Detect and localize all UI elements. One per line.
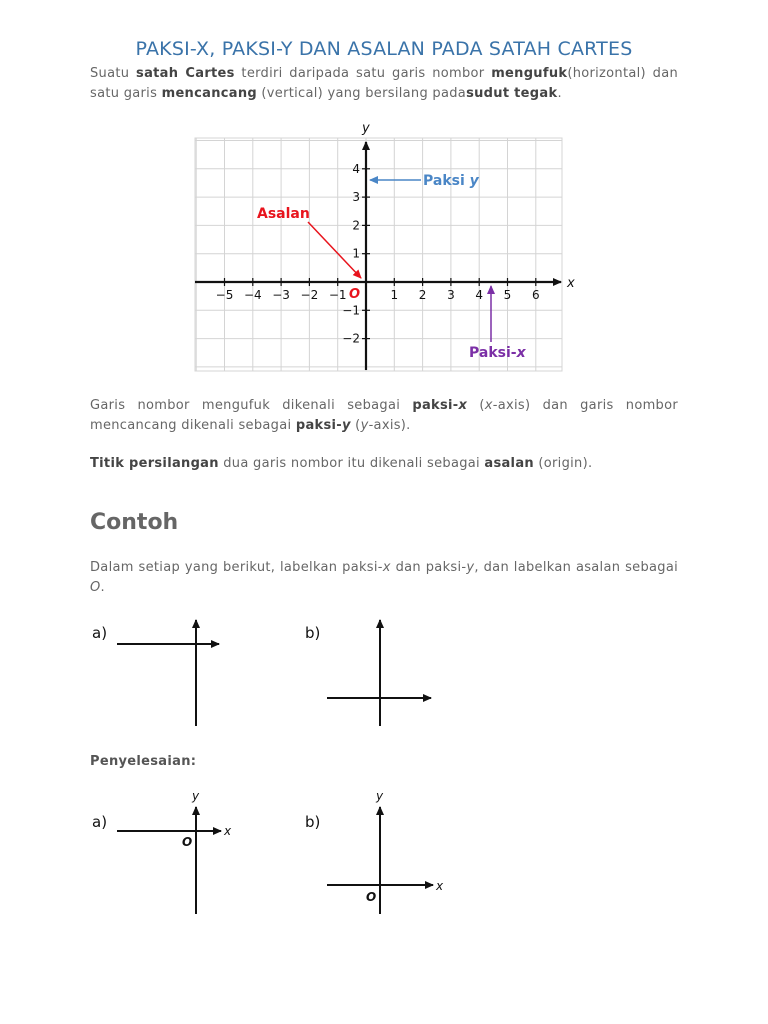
axes-definition-paragraph: [90, 396, 678, 436]
contoh-text: Dalam setiap yang berikut, labelkan paksi-: [90, 560, 383, 575]
para3-text: dua garis nombor itu dikenali sebagai: [218, 456, 485, 471]
para2-bold-paksi-x: paksi-: [412, 398, 459, 413]
intro-text: .: [557, 86, 562, 101]
penyelesaian-heading: Penyelesaian:: [90, 754, 197, 769]
solution-a-x-label: x: [224, 824, 232, 838]
paksi-y-label: [423, 173, 480, 189]
contoh-heading: Contoh: [90, 510, 179, 535]
contoh-italic-y: y: [466, 560, 475, 575]
y-tick-label: 4: [352, 161, 360, 176]
paksi-y-label-var: y: [469, 173, 479, 189]
contoh-instructions: [90, 558, 678, 598]
intro-bold-mengufuk: mengufuk: [491, 66, 568, 81]
x-tick-label: −5: [215, 288, 234, 302]
y-tick-label: 3: [352, 190, 360, 205]
para2-text: (: [467, 398, 485, 413]
x-tick-label: 4: [475, 288, 484, 302]
intro-bold-sudut-tegak: sudut tegak: [466, 86, 558, 101]
y-tick-label: 2: [352, 218, 360, 233]
intro-text: Suatu: [90, 66, 137, 81]
x-tick-label: 1: [390, 288, 399, 302]
x-tick-label: −2: [300, 288, 319, 302]
para2-text: -axis) dan garis nombor mencancang dikenali sebagai: [90, 398, 678, 433]
para3-bold-titik-persilangan: Titik persilangan: [90, 456, 219, 471]
graph-grid: [195, 138, 562, 371]
asalan-label: Asalan: [257, 206, 310, 222]
solution-a-y-label: y: [192, 789, 200, 803]
paksi-x-label-var: x: [516, 345, 526, 361]
intro-text: (vertical) yang bersilang pada: [256, 86, 467, 101]
page-title: PAKSI-X, PAKSI-Y DAN ASALAN PADA SATAH CARTES: [135, 38, 633, 60]
x-tick-label: −1: [328, 288, 347, 302]
y-tick-label: 1: [352, 246, 360, 261]
x-axis-label: x: [567, 276, 575, 291]
contoh-italic-o: O: [90, 580, 101, 595]
para2-bold-x: x: [458, 398, 468, 413]
intro-text: terdiri daripada satu garis nombor: [234, 66, 492, 81]
solution-b-x-label: x: [436, 879, 444, 893]
intro-bold-mencancang: mencancang: [161, 86, 257, 101]
x-tick-label: 6: [531, 288, 540, 302]
y-tick-label: −2: [342, 331, 360, 346]
paksi-x-label: [469, 345, 527, 361]
contoh-text: dan paksi-: [390, 560, 467, 575]
y-axis-label: y: [362, 121, 370, 136]
x-tick-label: −4: [243, 288, 262, 302]
para2-text: (: [350, 418, 361, 433]
example-b-label: b): [305, 624, 321, 642]
grid-border: [195, 138, 562, 371]
solution-a-origin-label: O: [182, 835, 193, 849]
x-tick-label: 2: [418, 288, 427, 302]
para2-italic-x: x: [484, 398, 493, 413]
y-tick-label: −1: [342, 303, 360, 318]
contoh-text: .: [100, 580, 105, 595]
para2-italic-y: y: [360, 418, 369, 433]
solution-a-label: a): [92, 813, 108, 831]
x-tick-label: 5: [503, 288, 512, 302]
solution-b-label: b): [305, 813, 321, 831]
solution-b-y-label: y: [376, 789, 384, 803]
contoh-italic-x: x: [382, 560, 391, 575]
x-tick-label: −3: [272, 288, 290, 302]
paksi-y-label-text: Paksi: [423, 173, 470, 189]
para2-text: Garis nombor mengufuk dikenali sebagai: [90, 398, 413, 413]
para2-bold-y: y: [341, 418, 351, 433]
solution-b-origin-label: O: [366, 890, 377, 904]
para2-text: -axis).: [368, 418, 411, 433]
origin-label: O: [349, 287, 361, 302]
contoh-text: , dan labelkan asalan sebagai: [474, 560, 678, 575]
para3-bold-asalan: asalan: [484, 456, 534, 471]
origin-definition-paragraph: [90, 454, 678, 474]
para2-bold-paksi-y: paksi-: [295, 418, 342, 433]
example-a-label: a): [92, 624, 108, 642]
intro-bold-satah-cartes: satah Cartes: [136, 66, 235, 81]
paksi-x-label-text: Paksi-: [469, 345, 517, 361]
x-tick-label: 3: [447, 288, 455, 302]
intro-text: (horizontal) dan satu garis: [90, 66, 679, 101]
para3-text: (origin).: [533, 456, 593, 471]
